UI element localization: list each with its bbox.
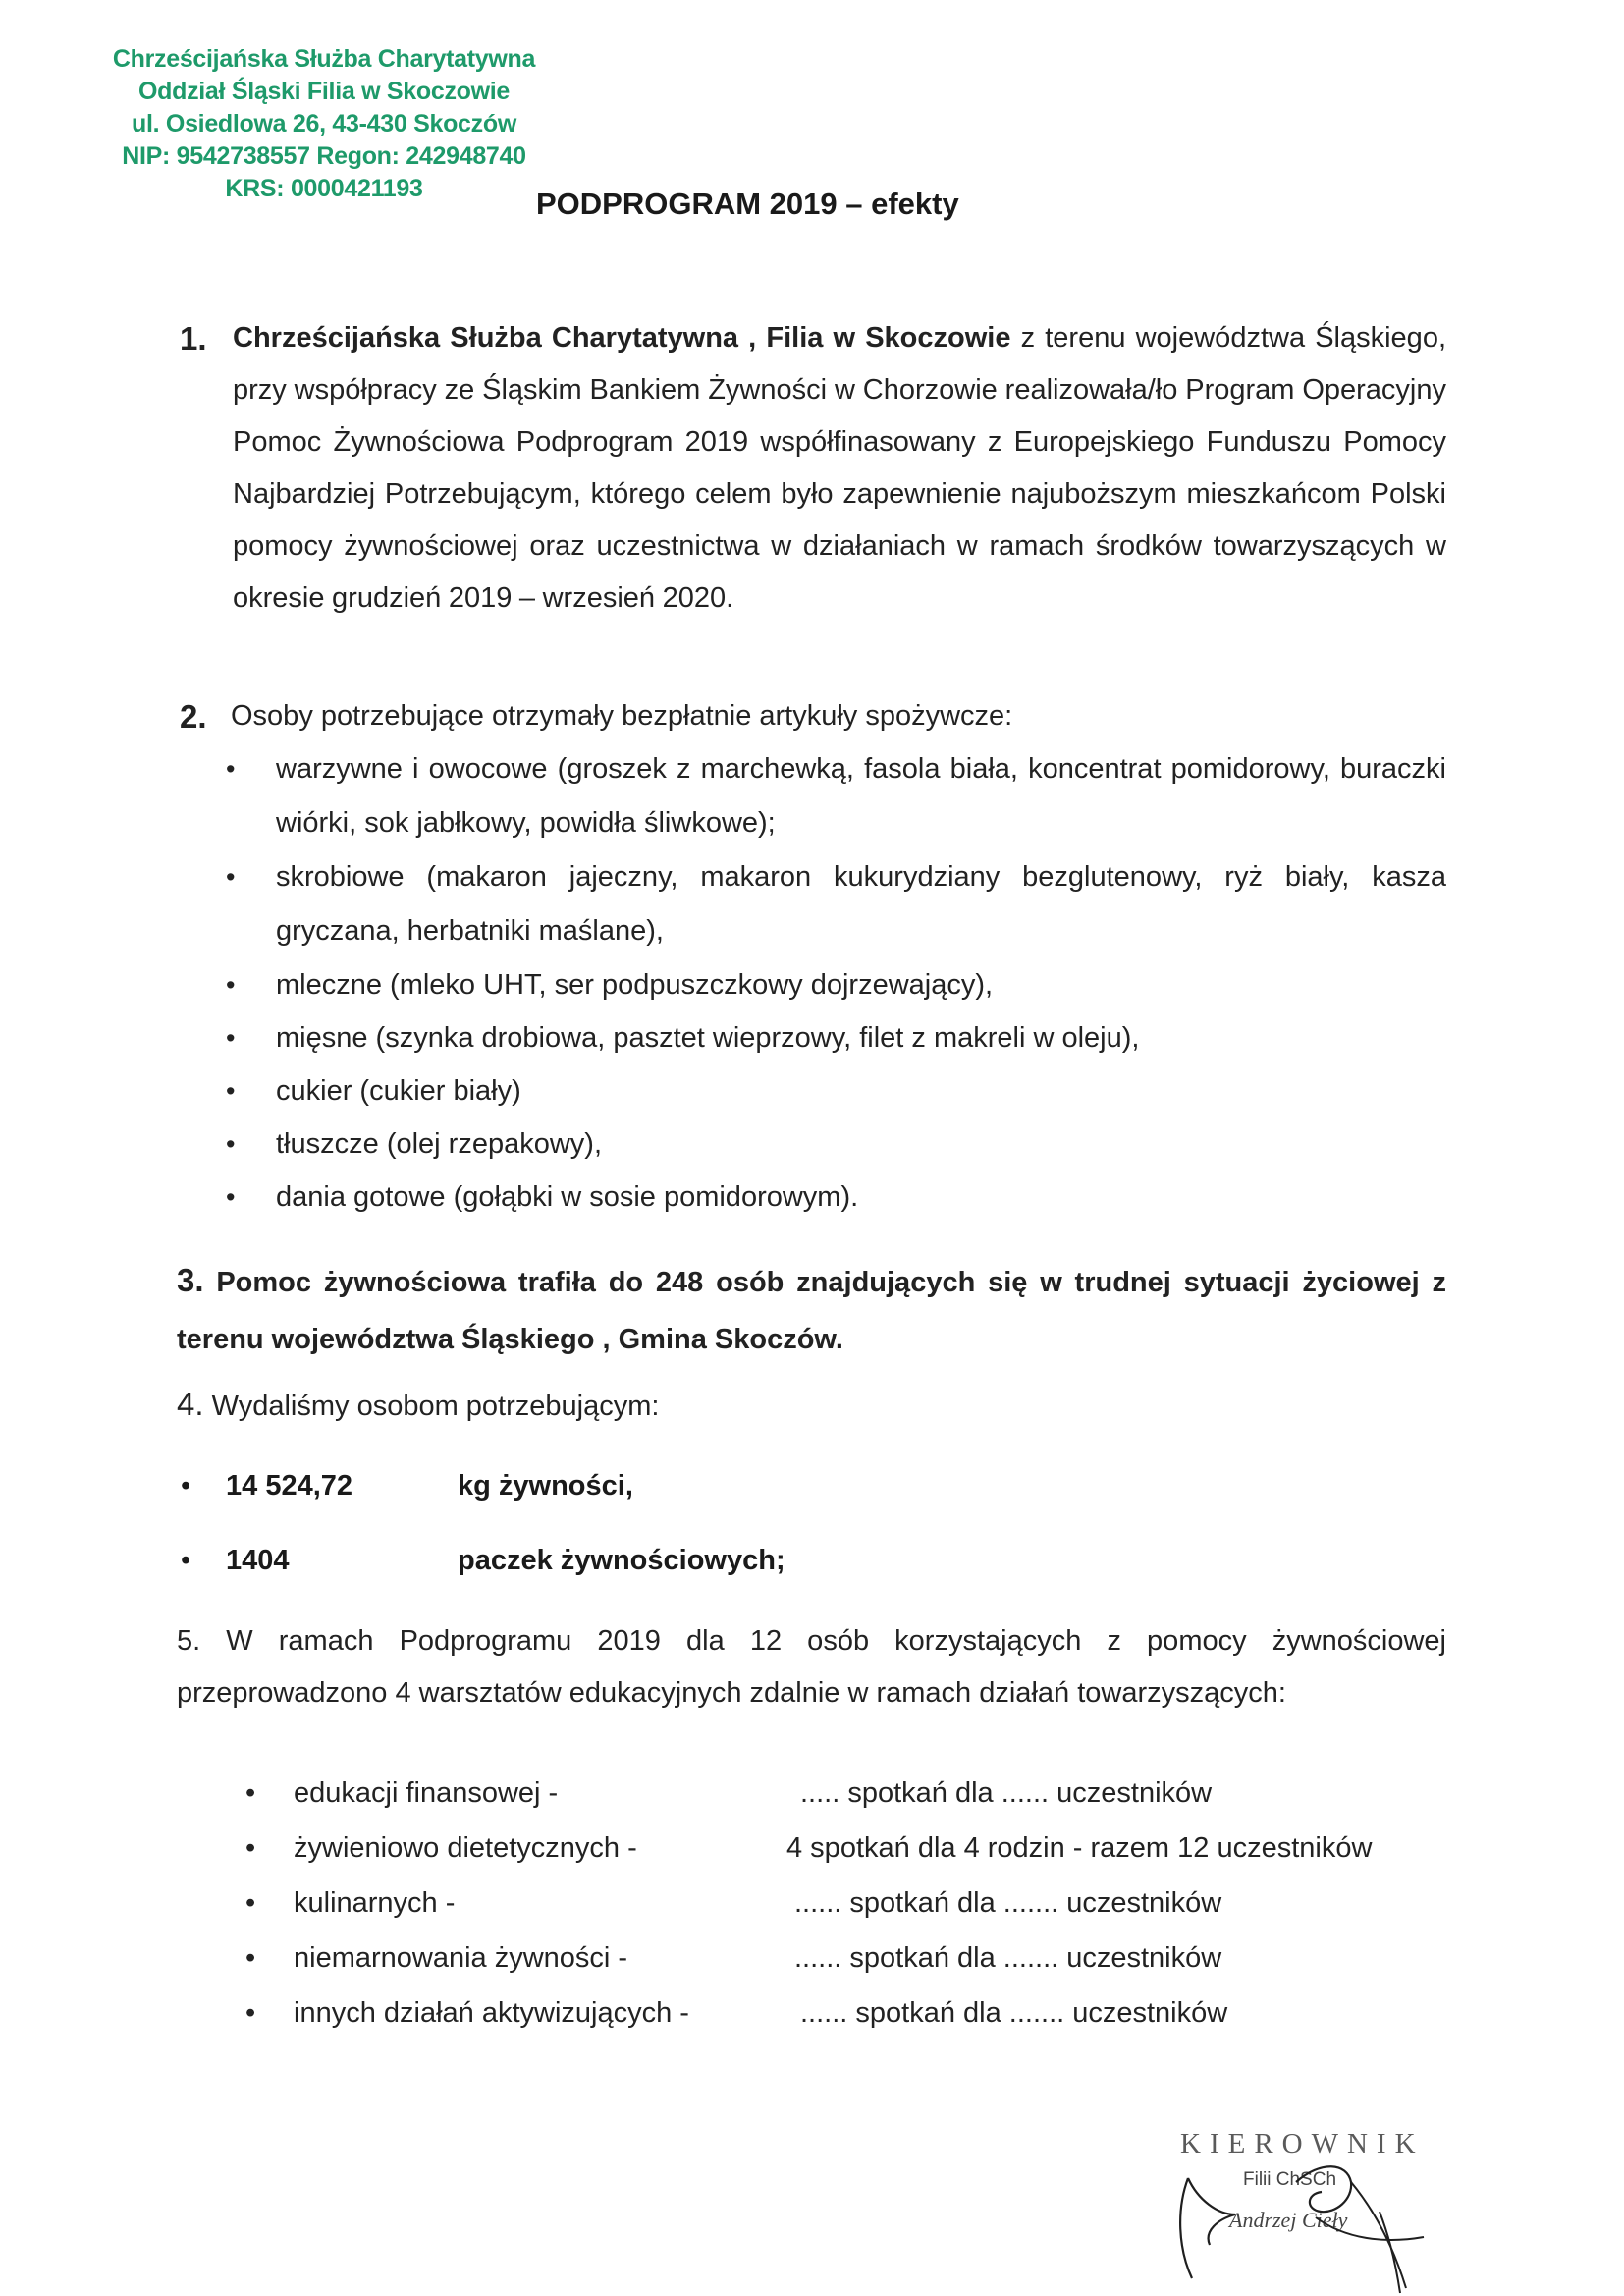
quantity-row xyxy=(181,1470,633,1503)
signature-stroke xyxy=(1180,2178,1235,2278)
bullet: • xyxy=(245,1832,256,1864)
activity-info: ..... spotkań dla ...... uczestników xyxy=(800,1777,1213,1809)
stamp-line-krs: KRS: 0000421193 xyxy=(225,175,423,202)
section-2-heading-text: Osoby potrzebujące otrzymały bezpłatnie artykuły spożywcze: xyxy=(231,700,1013,732)
quantity-value: 1404 xyxy=(226,1545,290,1576)
section-number: 1. xyxy=(180,320,207,356)
list-item: • mleczne (mleko UHT, ser podpuszczkowy dojrzewający), xyxy=(180,958,1446,1011)
activity-label: żywieniowo dietetycznych - xyxy=(294,1832,637,1864)
stamp-line-nip-regon: NIP: 9542738557 Regon: 242948740 xyxy=(122,142,526,170)
stamp-title-text: KIEROWNIK xyxy=(1180,2128,1425,2159)
section-5-text: W ramach Podprogramu 2019 dla 12 osób korzystających z pomocy żywnościowej przeprowadzono 4 warsztatów edukacyjnych zdalnie w ramach działań towarzyszących: xyxy=(177,1625,1446,1709)
activity-info: ...... spotkań dla ....... uczestników xyxy=(800,1997,1228,2029)
bullet: • xyxy=(245,1777,256,1809)
organization-name: Chrześcijańska Służba Charytatywna , Filia w Skoczowie xyxy=(233,322,1011,354)
section-1 xyxy=(180,312,1446,625)
food-category-list xyxy=(180,742,1446,1224)
list-item: • mięsne (szynka drobiowa, pasztet wieprzowy, filet z makreli w oleju), xyxy=(180,1011,1446,1065)
section-number: 5. xyxy=(177,1625,201,1657)
list-item: • cukier (cukier biały) xyxy=(180,1065,1446,1118)
section-2-heading xyxy=(180,690,1446,742)
bullet: • xyxy=(245,1887,256,1919)
list-item: • skrobiowe (makaron jajeczny, makaron kukurydziany bezglutenowy, ryż biały, kasza gryczana, herbatniki maślane), xyxy=(180,850,1446,958)
section-1-text xyxy=(233,312,1446,625)
activity-label: niemarnowania żywności - xyxy=(294,1942,628,1974)
stamp-line-address: ul. Osiedlowa 26, 43-430 Skoczów xyxy=(132,110,516,137)
quantity-unit: kg żywności, xyxy=(458,1470,633,1502)
quantity-value: 14 524,72 xyxy=(226,1470,353,1502)
section-1-body: z terenu województwa Śląskiego, przy współpracy ze Śląskim Bankiem Żywności w Chorzowie realizowała/ło Program Operacyjny Pomoc Żywnościowa Podprogram 2019 współfinasowany z Europejskiego Funduszu Pomocy Najbardziej Potrzebującym, którego celem było zapewnienie najuboższym mieszkańcom Polski pomocy żywnościowej oraz uczestnictwa w działaniach w ramach środków towarzyszących w okresie grudzień 2019 – wrzesień 2020. xyxy=(233,322,1446,614)
activity-info: 4 spotkań dla 4 rodzin - razem 12 uczestników xyxy=(786,1832,1373,1864)
quantity-unit: paczek żywnościowych; xyxy=(458,1545,785,1576)
section-4-heading: Wydaliśmy osobom potrzebującym: xyxy=(211,1391,660,1422)
stamp-line-name: Chrześcijańska Służba Charytatywna xyxy=(112,45,536,73)
section-5 xyxy=(177,1615,1446,1720)
quantity-row xyxy=(181,1545,785,1577)
activity-label: edukacji finansowej - xyxy=(294,1777,559,1809)
stamp-name-text: Andrzej Cieły xyxy=(1229,2208,1348,2232)
signature-stroke xyxy=(1316,2182,1424,2293)
organization-stamp xyxy=(98,43,550,205)
section-4 xyxy=(177,1378,1443,1433)
activity-label: kulinarnych - xyxy=(294,1887,456,1919)
activity-info: ...... spotkań dla ....... uczestników xyxy=(794,1887,1222,1919)
bullet: • xyxy=(245,1942,256,1974)
section-2 xyxy=(180,690,1446,1224)
list-item: • dania gotowe (gołąbki w sosie pomidorowym). xyxy=(180,1171,1446,1224)
bullet: • xyxy=(245,1997,256,2029)
bullet: • xyxy=(181,1545,191,1576)
list-item: • tłuszcze (olej rzepakowy), xyxy=(180,1118,1446,1171)
section-3-text: Pomoc żywnościowa trafiła do 248 osób znajdujących się w trudnej sytuacji życiowej z terenu województwa Śląskiego , Gmina Skoczów. xyxy=(177,1267,1446,1355)
activity-info: ...... spotkań dla ....... uczestników xyxy=(794,1942,1222,1974)
list-item: • warzywne i owocowe (groszek z marchewką, fasola biała, koncentrat pomidorowy, buraczki wiórki, sok jabłkowy, powidła śliwkowe); xyxy=(180,742,1446,850)
signature-stamp xyxy=(1159,2121,1473,2296)
section-number: 4. xyxy=(177,1386,204,1422)
stamp-sub-text: Filii ChSCh xyxy=(1243,2169,1337,2190)
section-3 xyxy=(177,1252,1446,1368)
bullet: • xyxy=(181,1470,191,1502)
section-number: 3. xyxy=(177,1262,204,1298)
activity-label: innych działań aktywizujących - xyxy=(294,1997,689,2029)
section-number: 2. xyxy=(180,698,207,735)
stamp-line-branch: Oddział Śląski Filia w Skoczowie xyxy=(137,78,511,105)
document-title: PODPROGRAM 2019 – efekty xyxy=(536,187,959,221)
